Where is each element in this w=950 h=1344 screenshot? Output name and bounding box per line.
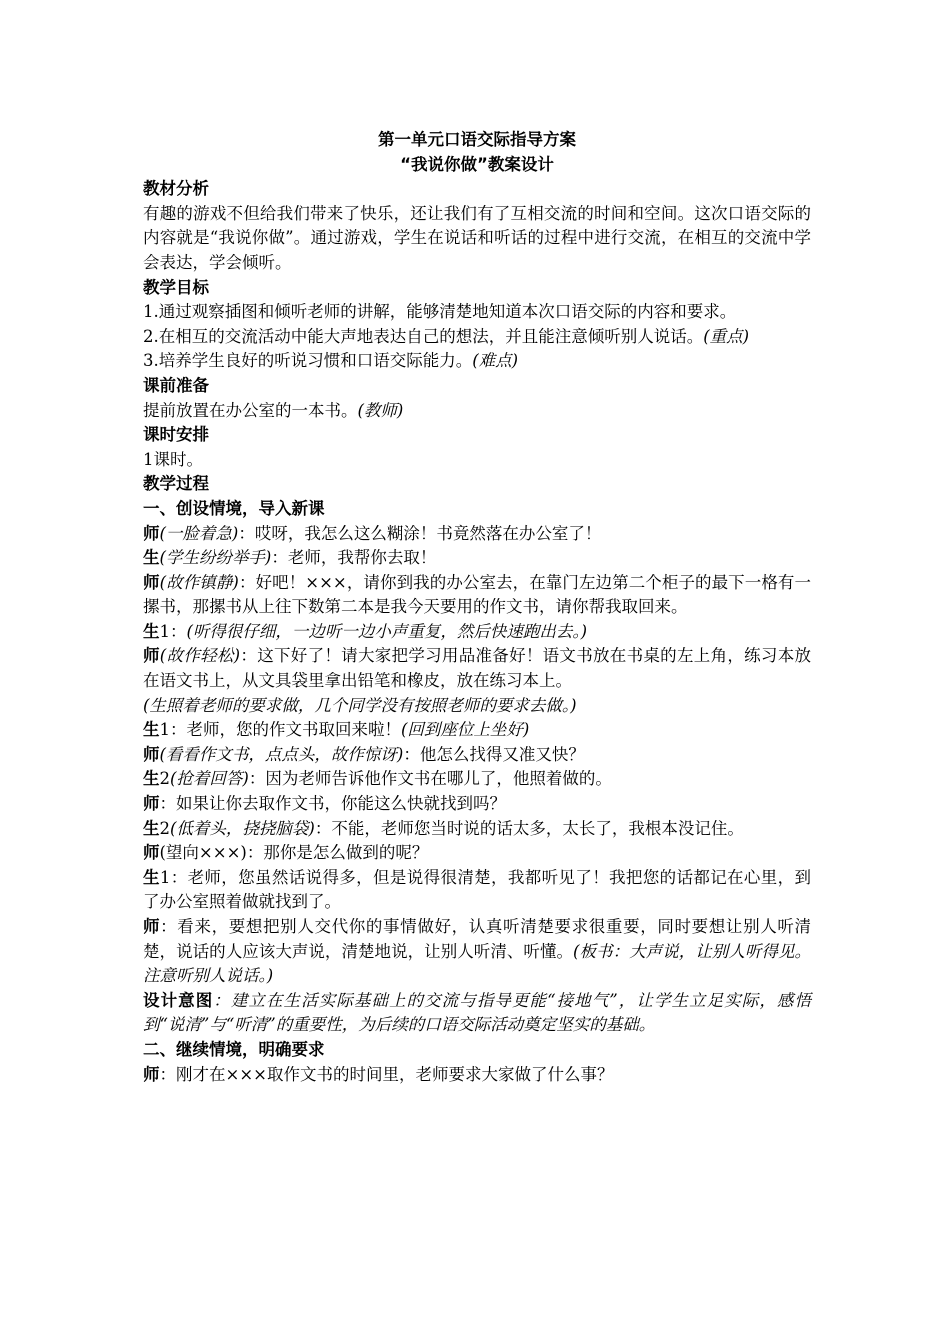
dialogue-line: 师(故作镇静)：好吧！×××，请你到我的办公室去，在靠门左边第二个柜子的最下一格有一摞书，那摞书从上往下数第二本是我今天要用的作文书，请你帮我取回来。 [143,572,812,617]
section-heading-prep: 课前准备 [143,375,209,395]
dialogue-line: 师(望向×××)：那你是怎么做到的呢？ [143,843,429,863]
dialogue-line: 生1：(听得很仔细，一边听一边小声重复，然后快速跑出去。) [143,621,588,641]
hours-paragraph: 1课时。 [143,449,203,469]
stage-direction: (生照着老师的要求做，几个同学没有按照老师的要求去做。) [143,695,577,715]
section-heading-process: 教学过程 [143,474,209,494]
goal-3-note: (难点) [472,351,519,371]
step-heading-1: 一、创设情境，导入新课 [143,498,325,518]
document-title: 第一单元口语交际指导方案 [378,130,576,149]
document-subtitle: “我说你做”教案设计 [400,154,554,174]
dialogue-line: 生1：老师，您的作文书取回来啦！(回到座位上坐好) [143,720,530,740]
dialogue-line: 师(故作轻松)：这下好了！请大家把学习用品准备好！语文书放在书桌的左上角，练习本放在语文书上，从文具袋里拿出铅笔和橡皮，放在练习本上。 [143,646,812,691]
dialogue-line: 师：如果让你去取作文书，你能这么快就找到吗？ [143,794,506,814]
design-intent: 设计意图：建立在生活实际基础上的交流与指导更能“接地气”，让学生立足实际，感悟到“说清”与“听清”的重要性，为后续的口语交际活动奠定坚实的基础。 [143,990,812,1035]
section-heading-material: 教材分析 [143,179,209,199]
goal-item-1: 1.通过观察插图和倾听老师的讲解，能够清楚地知道本次口语交际的内容和要求。 [143,302,737,322]
goal-2-note: (重点) [703,326,750,346]
dialogue-line: 生(学生纷纷举手)：老师，我帮你去取！ [143,548,437,568]
dialogue-line: 师：刚才在×××取作文书的时间里，老师要求大家做了什么事？ [143,1064,614,1084]
dialogue-line: 生2(抢着回答)：因为老师告诉他作文书在哪儿了，他照着做的。 [143,769,612,789]
prep-paragraph: 提前放置在办公室的一本书。(教师) [143,400,404,420]
section-heading-goals: 教学目标 [143,277,209,297]
dialogue-line: 生1：老师，您虽然话说得多，但是说得很清楚，我都听见了！我把您的话都记在心里，到了办公室照着做就找到了。 [143,867,811,912]
section-heading-hours: 课时安排 [143,425,209,445]
dialogue-line: 师(看看作文书，点点头，故作惊讶)：他怎么找得又准又快？ [143,744,585,764]
dialogue-line: 生2(低着头，挠挠脑袋)：不能，老师您当时说的话太多，太长了，我根本没记住。 [143,818,744,838]
dialogue-line: 师(一脸着急)：哎呀，我怎么这么糊涂！书竟然落在办公室了！ [143,523,602,543]
goal-item-3: 3.培养学生良好的听说习惯和口语交际能力。(难点) [143,351,519,371]
goal-item-2: 2.在相互的交流活动中能大声地表达自己的想法，并且能注意倾听别人说话。(重点) [143,326,750,346]
material-paragraph: 有趣的游戏不但给我们带来了快乐，还让我们有了互相交流的时间和空间。这次口语交际的内容就是“我说你做”。通过游戏，学生在说话和听话的过程中进行交流，在相互的交流中学会表达，学会倾听。 [143,203,811,272]
document-page [143,128,811,1087]
dialogue-line: 师：看来，要想把别人交代你的事情做好，认真听清楚要求很重要，同时要想让别人听清楚，说话的人应该大声说，清楚地说，让别人听清、听懂。(板书：大声说，让别人听得见。注意听别人说话。) [143,917,812,986]
step-heading-2: 二、继续情境，明确要求 [143,1039,325,1059]
